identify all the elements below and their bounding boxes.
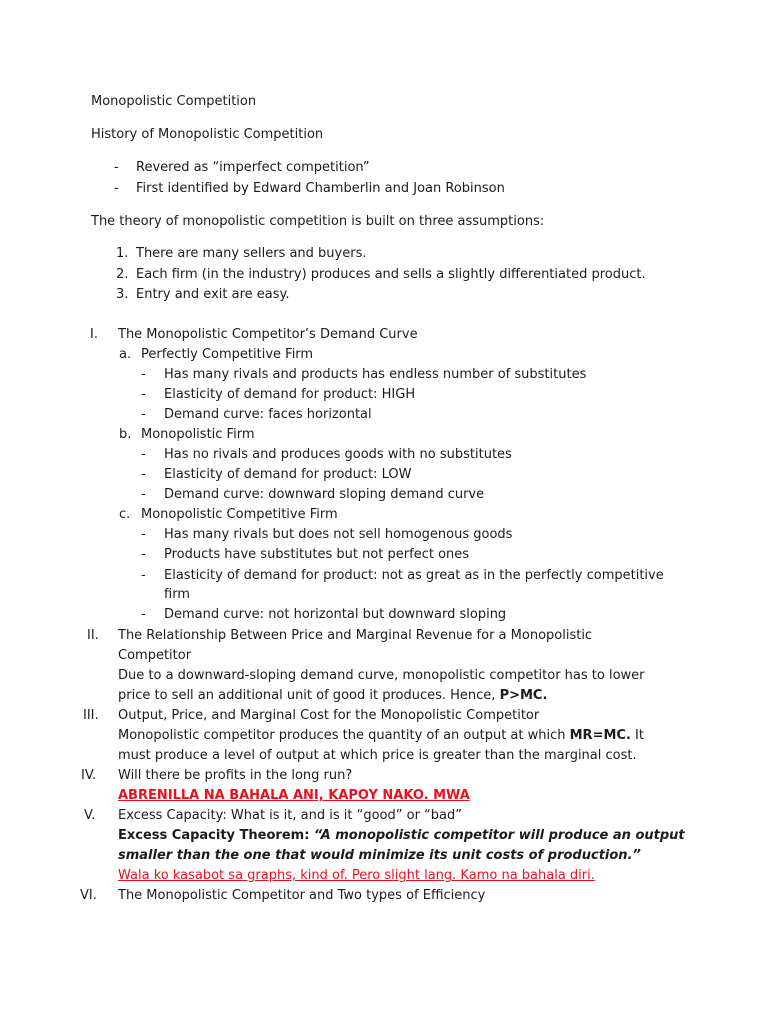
bullet-dash: - [141,447,146,462]
sublist-label: b. [119,427,132,442]
sub-bullet: Elasticity of demand for product: not as great as in the perfectly competitive [164,568,664,583]
key-formula: MR=MC. [569,728,631,743]
section-title-continuation: Competitor [118,648,192,663]
key-formula: P>MC. [499,688,548,703]
sub-bullet: Demand curve: faces horizontal [164,407,372,422]
sublist-label: c. [119,507,131,522]
history-bullet: Revered as “imperfect competition” [136,160,370,175]
assumption-item: There are many sellers and buyers. [136,246,367,261]
section-number: III. [83,708,99,723]
list-number: 2. [116,267,129,282]
bullet-dash: - [114,181,119,196]
section-body-text: price to sell an additional unit of good it produces. Hence, [118,688,500,703]
sub-bullet: Products have substitutes but not perfect ones [164,547,470,562]
assumption-item: Each firm (in the industry) produces and sells a slightly differentiated product. [136,267,646,282]
sublist-title: Monopolistic Firm [141,427,255,442]
section-title: The Monopolistic Competitor’s Demand Curve [118,327,418,342]
bullet-dash: - [141,487,146,502]
section-body: must produce a level of output at which price is greater than the marginal cost. [118,748,637,763]
sub-bullet: Has many rivals and products has endless number of substitutes [164,367,587,382]
section-body-text: Monopolistic competitor produces the quantity of an output at which [118,728,570,743]
section-title: Will there be profits in the long run? [118,768,353,783]
sub-bullet: Has no rivals and produces goods with no substitutes [164,447,512,462]
sub-bullet: Has many rivals but does not sell homogenous goods [164,527,513,542]
section-number: IV. [81,768,97,783]
section-body-line [118,728,644,744]
bullet-dash: - [141,607,146,622]
list-number: 3. [116,287,129,302]
sublist-label: a. [119,347,132,362]
theorem-quote-continuation: smaller than the one that would minimize its unit costs of production.” [118,848,641,863]
handwritten-style-note: ABRENILLA NA BAHALA ANI, KAPOY NAKO. MWA [118,788,470,803]
bullet-dash: - [141,467,146,482]
theorem-label: Excess Capacity Theorem: [118,828,310,843]
section-body-line [118,688,547,704]
bullet-dash: - [141,367,146,382]
assumptions-intro: The theory of monopolistic competition is built on three assumptions: [91,214,545,229]
section-title: Excess Capacity: What is it, and is it “good” or “bad” [118,808,462,823]
doc-title: Monopolistic Competition [91,94,257,109]
bullet-dash: - [141,387,146,402]
section-number: V. [84,808,96,823]
list-number: 1. [116,246,129,261]
handwritten-style-note: Wala ko kasabot sa graphs, kind of. Pero slight lang. Kamo na bahala diri. [118,868,595,883]
section-title: Output, Price, and Marginal Cost for the Monopolistic Competitor [118,708,540,723]
sublist-title: Monopolistic Competitive Firm [141,507,338,522]
section-body: Due to a downward-sloping demand curve, monopolistic competitor has to lower [118,668,645,683]
theorem-quote: “A monopolistic competitor will produce an output [309,828,685,843]
bullet-dash: - [141,407,146,422]
bullet-dash: - [114,160,119,175]
section-number: II. [87,628,99,643]
section-number: I. [90,327,98,342]
section-number: VI. [80,888,97,903]
history-bullet: First identified by Edward Chamberlin and Joan Robinson [136,181,505,196]
sub-bullet: Elasticity of demand for product: HIGH [164,387,416,402]
bullet-dash: - [141,568,146,583]
section-title: The Monopolistic Competitor and Two types of Efficiency [118,888,486,903]
theorem-line [118,828,685,844]
sub-bullet: Elasticity of demand for product: LOW [164,467,412,482]
bullet-dash: - [141,527,146,542]
section-body-text: It [630,728,644,743]
assumption-item: Entry and exit are easy. [136,287,290,302]
sub-bullet: Demand curve: downward sloping demand curve [164,487,485,502]
sublist-title: Perfectly Competitive Firm [141,347,314,362]
history-heading: History of Monopolistic Competition [91,127,324,142]
sub-bullet-continuation: firm [164,587,190,602]
section-title: The Relationship Between Price and Marginal Revenue for a Monopolistic [118,628,593,643]
bullet-dash: - [141,547,146,562]
sub-bullet: Demand curve: not horizontal but downward sloping [164,607,507,622]
